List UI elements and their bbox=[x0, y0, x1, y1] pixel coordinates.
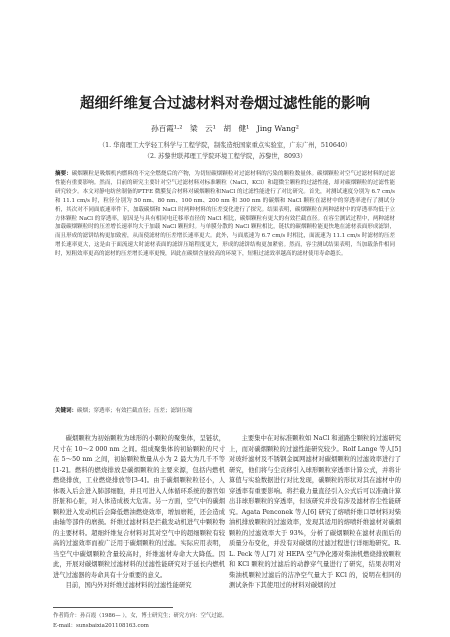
abstract bbox=[55, 170, 395, 259]
author-bio-footnote: 作者简介：孙百霞（1986— ），女，博士研究生；研究方向：空气过滤。 bbox=[53, 613, 228, 619]
abstract-text: 碳烟颗粒是吸烟机内燃料的不完全燃烧后的产物，为切短碳烟颗粒对过滤材料的污染的颗粒数量体。碳烟颗粒对空气过滤材料的过滤性能有重要影响。然而，目前的研究主要针对空气过滤材料对标准颗粒（NaCl，KCl）和超微尘颗粒的过滤性能，却对碳烟颗粒的过滤性能研究较少。本文对静电纺丝制备的PTFE 微膜复合材料对碳烟颗粒和NaCl 的过滤性能进行了对比研究。首先，对测试速度分别为 6.7 cm/s 和 11.1 cm/s 时，粒径分别为 50 nm、80 nm、100 nm、200 nm 和 300 nm 的碳烟和 NaCl 颗粒在滤材中的穿透率进行了测试分析，其次对不同面底速率件下，加载碳烟和 NaCl 时两种材料的压差变化进行了探究。结果表明，碳烟颗粒在两种滤材中的穿透率均低于立方体颗粒 NaCl 的穿透率，原因是与具有相同电迁移率直径的 NaCl 相比，碳烟颗粒有更大的有效拦截直径。在容尘测试过程中，两种滤材加载碳烟颗粒时的压差增长速率均大于加载 NaCl 颗粒时。与单膜分散的 NaCl 颗粒相比，链状的碳烟颗粒能更快地在滤材表面形成滤饼，而且形成的滤饼结构更加致密，从而使滤材的压差增长速率更大。此外，与面底速为 6.7 cm/s 时相比，面流速为 11.1 cm/s 时滤材的压差增长速率更大，这是由于面流速大时滤材表面的滤饼压缩程度更大，形成的滤饼结构更加紧密。然而，容尘测试结果表明，当加载条件相同时，短粗效率更高的滤材的压差增长速率更慢，因此在碳烟含量较高的环境下，短粗过滤效率越高的滤材使用寿命越长。 bbox=[55, 171, 395, 258]
keywords bbox=[55, 406, 395, 414]
abstract-label: 摘要： bbox=[55, 171, 72, 177]
author-line: 孙百霞¹·² 梁 云¹ 胡 健¹ Jing Wang² bbox=[151, 124, 299, 133]
affiliation-2: （2. 苏黎世联邦理工学院环境工程学院，苏黎世，8093） bbox=[143, 153, 307, 160]
body-paragraph: 主要集中在对标准颗粒如 NaCl 和道路尘颗粒的过滤研究上，而对碳烟颗粒的过滤性能研究较少。Rolf Lange 等人[5] 对玻纤滤材及不锈钢金属网滤材对碳烟颗粒的过滤效率进行了研究，他们将与尘贡移引入球形颗粒穿透率计算公式，并将计算值与实验数据进行对比发现，碳颗粒的形状对其在滤材中的穿透率有重要影响。将拦截力量直径引入公式后可以准确计算出非球形颗粒的穿透率，但该研究并没有涉及滤材容尘性能研究。Agata Penconek 等人[6] 研究了熔喷纤维口罩材料对柴油机排放颗粒的过滤效率，发现其适用的熔喷纤维滤材对碳烟颗粒的过滤效率大于 93%，分析了碳烟颗粒在滤材表面后的质量分布变化，并没有对碳烟的过滤过程进行详细地研究。R. L. Peck 等人[7] 对 HEPA 空气净化器对柴油机燃烧排放颗粒和 KCl 颗粒的过滤后的动静穿气量进行了研究，结果表明对柴油机颗粒过滤后的洁净空气量大于 KCl 的，说明在相同的测试条件下其使用过的材料对碳烟的过 bbox=[229, 435, 401, 589]
paper-title: 超细纤维复合过滤材料对卷烟过滤性能的影响 bbox=[80, 96, 370, 112]
affiliation-1: （1. 华南理工大学轻工科学与工程学院，制浆造纸国家重点实验室，广东广州，510640） bbox=[98, 142, 352, 149]
body-column-left bbox=[53, 434, 225, 592]
email-footnote: E-mail：sunsbaixia201108163.com bbox=[53, 623, 149, 629]
body-paragraph: 碳烟颗粒为初始颗粒为球形的小颗粒的聚集体，呈链状，尺寸在 10～2 000 nm 之间。组成聚集体的初始颗粒的尺寸在 5～50 nm 之间，初始颗粒数量从小为 2 最大为几千不等[1-2]。燃料的燃烧排放是碳烟颗粒的主要来源，包括内燃机燃烧排放，工业燃烧排放等[3-4]。由于碳烟颗粒粒径小，人体吸入后会进入肺部细胞，并且可进入人体循环系统的器官如肝脏和心脏，对人体造成极大危害。另一方面，空气中的碳烟颗粒进入发动机后会降低燃油燃烧效率，增加磨耗，还会造成曲轴等部件的磨损。纤维过滤材料是拦截发动机进气中颗粒物的主要材料。超细纤维复合材料对其对空气中的超细颗粒有较高的过滤效率而被广泛用于碳烟颗粒的过滤。实际应用表明，当空气中碳烟颗粒含量较高时，纤维滤材寿命大大降低。因此，开展对碳烟颗粒过滤材料的过滤性能研究对于延长内燃机进气过滤器的寿命具有十分重要的意义。 bbox=[53, 435, 225, 579]
body-column-right bbox=[229, 434, 401, 592]
keywords-label: 关键词： bbox=[55, 408, 78, 414]
footnote-divider bbox=[53, 607, 173, 608]
body-paragraph: 目前，国内外对纤维过滤材料的过滤性能研究 bbox=[65, 582, 192, 589]
keywords-text: 碳烟；穿透率；有效拦截直径；压差；滤饼压缩 bbox=[77, 408, 193, 414]
